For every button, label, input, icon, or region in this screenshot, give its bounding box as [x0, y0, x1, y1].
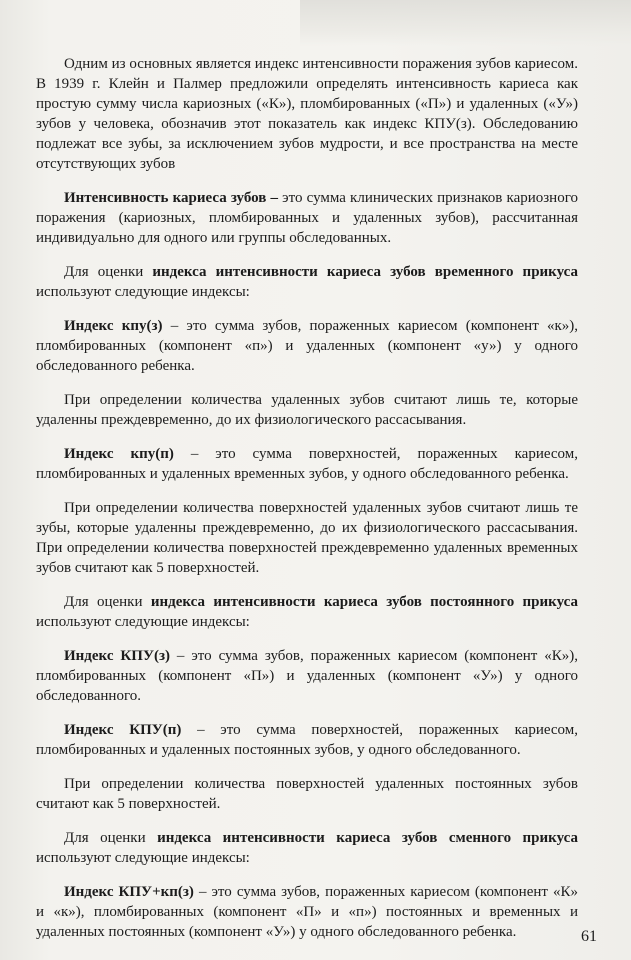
term-bold: Индекс КПУ+кп(з) — [64, 884, 194, 900]
paragraph-text: Для оценки — [64, 830, 158, 846]
paragraph-text: Для оценки — [64, 594, 151, 610]
paragraph-permanent-bite-intro — [36, 592, 578, 632]
paragraph-temporary-bite-intro — [36, 262, 578, 302]
paragraph-text: Одним из основных является индекс интенсивности поражения зубов кариесом. В 1939 г. Клейн и Палмер предложили определять интенсивность кариеса как простую сумму числа кариозных («К»), пломбированных («П») и удаленных («У») зубов у человека, обозначив этот показатель как индекс КПУ(з). Обследованию подлежат все зубы, за исключением зубов мудрости, и все пространства на месте отсутствующих зубов — [36, 56, 578, 172]
paragraph-text: При определении количества поверхностей удаленных зубов считают лишь те зубы, которые удаленны преждевременно, до их физиологического рассасывания. При определении количества поверхностей преждевременно удаленных временных зубов считают как 5 поверхностей. — [36, 500, 578, 576]
page-number: 61 — [581, 928, 597, 945]
term-bold: Индекс КПУ(п) — [64, 722, 182, 738]
paragraph-index-KPU-kp-z — [36, 882, 578, 942]
term-bold: Индекс кпу(з) — [64, 318, 163, 334]
paragraph-text: – это сумма зубов, пораженных кариесом (компонент «К»), пломбированных (компонент «П») и удаленных (компонент «У») у одного обследованного. — [36, 648, 579, 704]
term-bold: индекса интенсивности кариеса зубов временного прикуса — [152, 264, 578, 280]
paragraph-mixed-bite-intro — [36, 828, 578, 868]
term-bold: Индекс кпу(п) — [64, 446, 174, 462]
paragraph-surfaces-note — [36, 498, 578, 578]
paragraph-index-KPU-z — [36, 646, 578, 706]
paragraph-text: – это сумма поверхностей, пораженных кариесом, пломбированных и удаленных постоянных зубов, у одного обследованного. — [36, 722, 579, 758]
paragraph-text: При определении количества удаленных зубов считают лишь те, которые удаленны преждевременно, до их физиологического рассасывания. — [36, 392, 578, 428]
bleed-through-shadow — [300, 0, 631, 46]
paragraph-index-KPU-p — [36, 720, 578, 760]
paragraph-klein-palmer — [36, 54, 578, 174]
term-bold: Индекс КПУ(з) — [64, 648, 170, 664]
paragraph-text: Для оценки — [64, 264, 153, 280]
paragraph-text: используют следующие индексы: — [36, 850, 250, 866]
term-bold: индекса интенсивности кариеса зубов сменного прикуса — [157, 830, 578, 846]
paragraph-text: При определении количества поверхностей удаленных постоянных зубов считают как 5 поверхностей. — [36, 776, 578, 812]
term-bold: Интенсивность кариеса зубов – — [64, 190, 279, 206]
term-bold: индекса интенсивности кариеса зубов постоянного прикуса — [150, 594, 578, 610]
paragraph-text: используют следующие индексы: — [36, 614, 250, 630]
paragraph-index-kpu-p — [36, 444, 578, 484]
paragraph-text: используют следующие индексы: — [36, 284, 250, 300]
paragraph-text: – это сумма поверхностей, пораженных кариесом, пломбированных и удаленных временных зубов, у одного обследованного ребенка. — [36, 446, 579, 482]
paragraph-text: – это сумма зубов, пораженных кариесом (компонент «К» и «к»), пломбированных (компонент «П» и «п») постоянных и временных и удаленных постоянных (компонент «У») у одного обследованного ребенка. — [36, 884, 578, 940]
paragraph-index-kpu-z — [36, 316, 578, 376]
paragraph-permanent-surfaces-note — [36, 774, 578, 814]
paragraph-text: это сумма клинических признаков кариозного поражения (кариозных, пломбированных и удаленных зубов), рассчитанная индивидуально для одного или группы обследованных. — [36, 190, 578, 246]
paragraph-caries-intensity-definition — [36, 188, 578, 248]
page-body — [36, 54, 578, 956]
paragraph-removed-teeth-note — [36, 390, 578, 430]
paragraph-text: – это сумма зубов, пораженных кариесом (компонент «к»), пломбированных (компонент «п») и удаленных (компонент «у») у одного обследованного ребенка. — [36, 318, 578, 374]
